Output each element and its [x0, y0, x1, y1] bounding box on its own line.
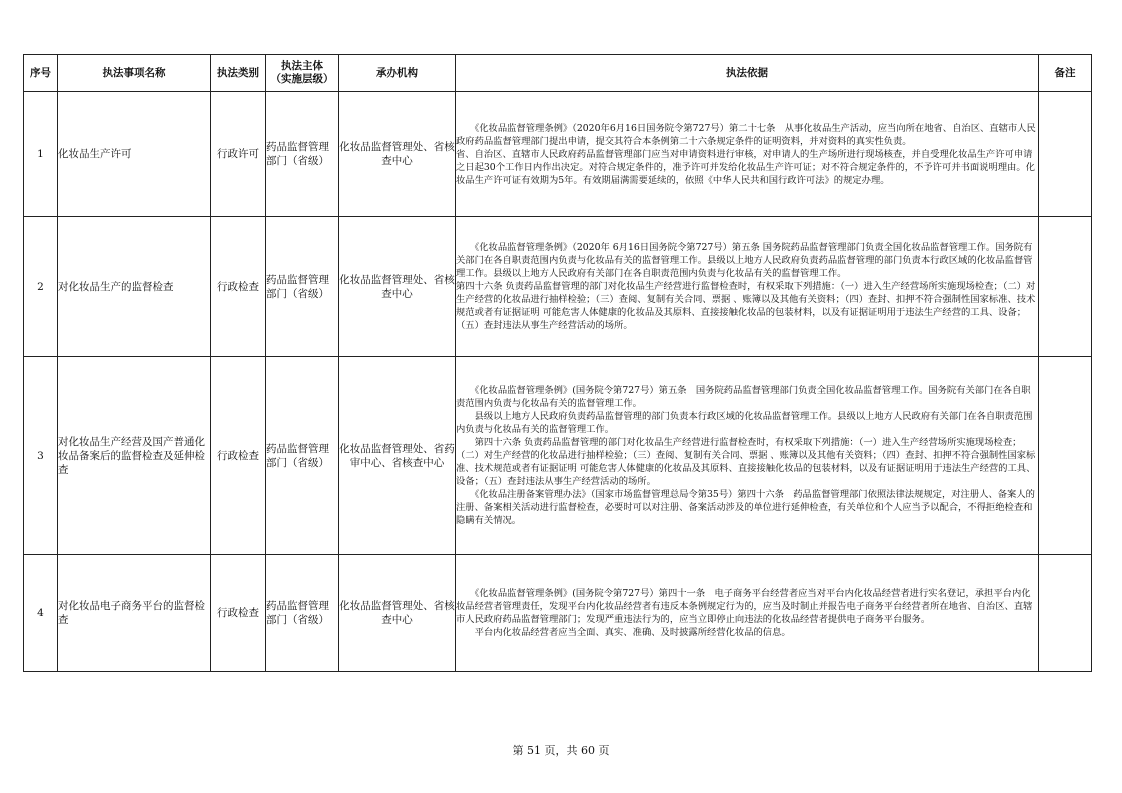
table-row: [24, 357, 1092, 555]
row-basis: [456, 217, 1039, 357]
row-org: 化妆品监督管理处、省核查中心: [339, 92, 456, 217]
basis-paragraph: 《化妆品监督管理条例》(国务院令第727号）第四十一条 电子商务平台经营者应当对平台内化妆品经营者进行实名登记，承担平台内化妆品经营者管理责任，发现平台内化妆品经营者有违反本条例规定行为的，应当及时制止并报告电子商务平台经营者所在地省、自治区、直辖市人民政府药品监督管理部门；发现严重违法行为的，应当立即停止向违法的化妆品经营者提供电子商务平台服务。: [456, 588, 1033, 625]
basis-paragraph: 《化妆品监督管理条例》（2020年 6月16日国务院令第727号）第五条 国务院药品监督管理部门负责全国化妆品监督管理工作。国务院有关部门在各自职责范围内负责与化妆品有关的监督管理工作。县级以上地方人民政府负责药品监督管理的部门负责本行政区域的化妆品监督管理工作。县级以上地方人民政府有关部门在各自职责范围内负责与化妆品有关的监督管理工作。: [456, 242, 1033, 279]
page-footer: 第 51 页，共 60 页: [512, 744, 610, 757]
header-remark: 备注: [1039, 55, 1092, 92]
row-no: 4: [24, 555, 58, 672]
row-subject: 药品监督管理部门（省级）: [266, 92, 339, 217]
basis-paragraph: 第四十六条 负责药品监督管理的部门对化妆品生产经营进行监督检查时，有权采取下列措施：（一）进入生产经营场所实施现场检查；（二）对生产经营的化妆品进行抽样检验；（三）查阅、复制有关合同、票据 、账簿以及其他有关资料；（四）查封、扣押不符合强制性国家标准、技术规范或者有证据证明 可能危害人体健康的化妆品及其原料、直接接触化妆品的包装材料，以及有证据证明用于违法生产经营的工具、设备；（五）查封违法从事生产经营活动的场所。: [456, 437, 1036, 487]
table-header-row: [24, 55, 1092, 92]
header-subject: [266, 55, 339, 92]
row-name: 对化妆品生产的监督检查: [58, 217, 211, 357]
row-remark: [1039, 217, 1092, 357]
row-org: 化妆品监督管理处、省药审中心、省核查中心: [339, 357, 456, 555]
header-category: 执法类别: [211, 55, 266, 92]
row-org: 化妆品监督管理处、省核查中心: [339, 555, 456, 672]
basis-paragraph: 《化妆品监督管理条例》（2020年6月16日国务院令第727号）第二十七条 从事化妆品生产活动，应当向所在地省、自治区、直辖市人民政府药品监督管理部门提出申请，提交其符合本条例第二十六条规定条件的证明资料，并对资料的真实性负责。: [456, 122, 1036, 147]
table-row: [24, 92, 1092, 217]
row-basis: [456, 92, 1039, 217]
row-remark: [1039, 357, 1092, 555]
header-subject-line2: （实施层级）: [270, 73, 334, 85]
basis-paragraph: 省、自治区、直辖市人民政府药品监督管理部门应当对申请资料进行审核，对申请人的生产场所进行现场核查，并自受理化妆品生产许可申请之日起30个工作日内作出决定。对符合规定条件的，准予许可并发给化妆品生产许可证；对不符合规定条件的，不予许可并书面说明理由。化妆品生产许可证有效期为5年。有效期届满需要延续的，依照《中华人民共和国行政许可法》的规定办理。: [456, 148, 1035, 186]
row-category: 行政检查: [211, 555, 266, 672]
row-basis: [456, 555, 1039, 672]
row-org: 化妆品监督管理处、省核查中心: [339, 217, 456, 357]
table-row: [24, 555, 1092, 672]
basis-paragraph: 《化妆品监督管理条例》(国务院令第727号）第五条 国务院药品监督管理部门负责全国化妆品监督管理工作。国务院有关部门在各自职责范围内负责与化妆品有关的监督管理工作。: [456, 385, 1031, 409]
row-no: 2: [24, 217, 58, 357]
header-org: 承办机构: [339, 55, 456, 92]
basis-paragraph: 平台内化妆品经营者应当全面、真实、准确、及时披露所经营化妆品的信息。: [456, 627, 791, 638]
row-subject: 药品监督管理部门（省级）: [266, 357, 339, 555]
header-subject-line1: 执法主体: [281, 60, 323, 72]
row-category: 行政检查: [211, 217, 266, 357]
row-no: 3: [24, 357, 58, 555]
basis-paragraph: 县级以上地方人民政府负责药品监督管理的部门负责本行政区域的化妆品监督管理工作。县级以上地方人民政府有关部门在各自职责范围内负责与化妆品有关的监督管理工作。: [456, 411, 1033, 435]
basis-paragraph: 第四十六条 负责药品监督管理的部门对化妆品生产经营进行监督检查时，有权采取下列措施：（一）进入生产经营场所实施现场检查；（二）对生产经营的化妆品进行抽样检验；（三）查阅、复制有关合同、票据 、账簿以及其他有关资料；（四）查封、扣押不符合强制性国家标准、技术规范或者有证据证明 可能危害人体健康的化妆品及其原料、直接接触化妆品的包装材料，以及有证据证明用于违法生产经营的工具、设备；（五）查封违法从事生产经营活动的场所。: [456, 281, 1036, 331]
row-no: 1: [24, 92, 58, 217]
row-remark: [1039, 92, 1092, 217]
row-category: 行政检查: [211, 357, 266, 555]
row-subject: 药品监督管理部门（省级）: [266, 555, 339, 672]
row-basis: [456, 357, 1039, 555]
row-name: 对化妆品生产经营及国产普通化妆品备案后的监督检查及延伸检查: [58, 357, 211, 555]
header-basis: 执法依据: [456, 55, 1039, 92]
row-name: 对化妆品电子商务平台的监督检查: [58, 555, 211, 672]
header-name: 执法事项名称: [58, 55, 211, 92]
row-subject: 药品监督管理部门（省级）: [266, 217, 339, 357]
table-row: [24, 217, 1092, 357]
enforcement-table: [23, 54, 1092, 672]
header-no: 序号: [24, 55, 58, 92]
basis-paragraph: 《化妆品注册备案管理办法》（国家市场监督管理总局令第35号）第四十六条 药品监督管理部门依照法律法规规定，对注册人、备案人的注册、备案相关活动进行监督检查，必要时可以对注册、备案活动涉及的单位进行延伸检查，有关单位和个人应当予以配合，不得拒绝检查和隐瞒有关情况。: [456, 489, 1035, 526]
row-category: 行政许可: [211, 92, 266, 217]
row-name: 化妆品生产许可: [58, 92, 211, 217]
row-remark: [1039, 555, 1092, 672]
